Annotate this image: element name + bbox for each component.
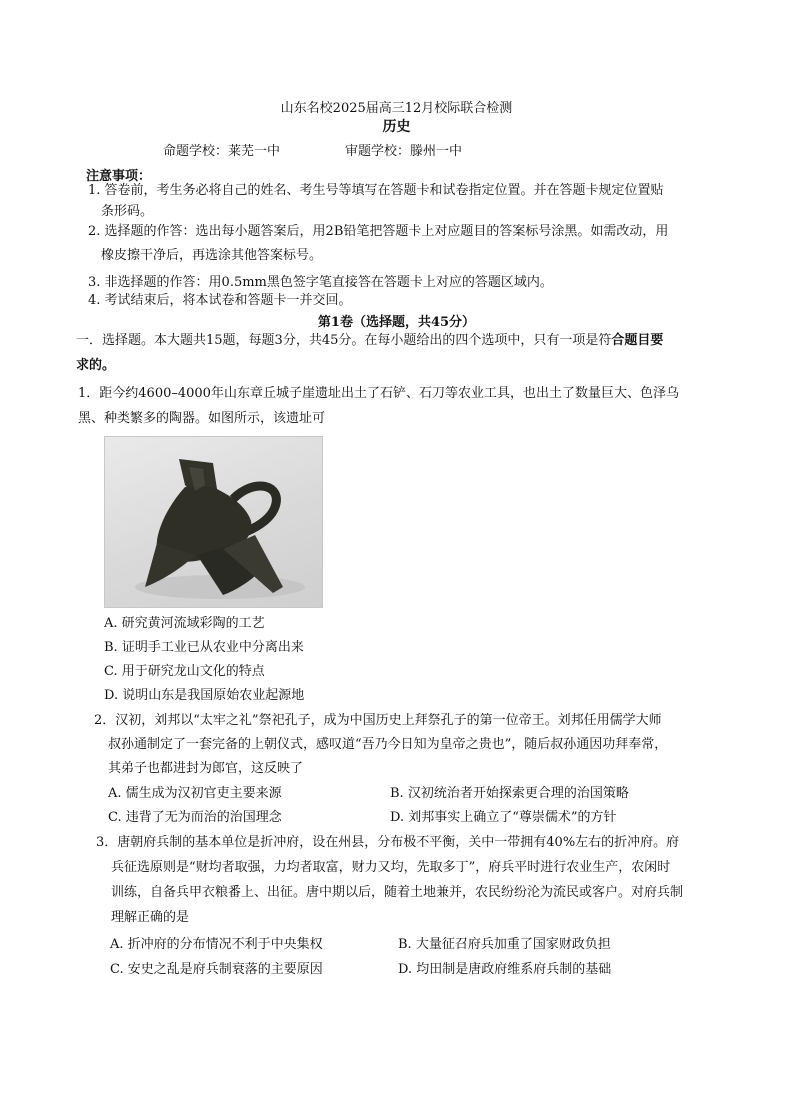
question-text-line: 训练，自备兵甲衣粮番上、出征。唐中期以后，随着土地兼并，农民纷纷沦为流民或客户。对府兵制 xyxy=(111,885,684,900)
question-text: 汉初，刘邦以“太牢之礼”祭祀孔子，成为中国历史上拜祭孔子的第一位帝王。刘邦任用儒学大师 xyxy=(115,713,662,728)
section-instructions xyxy=(76,328,663,354)
part-heading: 第1卷（选择题，共45分） xyxy=(317,315,476,330)
notice-item-number: 4. xyxy=(88,293,101,308)
question-text-line: 兵征选原则是“财均者取强，力均者取富，财力又均，先取多丁”，府兵平时进行农业生产，农闲时 xyxy=(111,860,671,875)
question-2-stem xyxy=(94,708,662,734)
option-c: C. 安史之乱是府兵制衰落的主要原因 xyxy=(110,962,323,977)
instructions-emphasis-continued: 求的。 xyxy=(76,358,116,373)
question-text: 距今约4600–4000年山东章丘城子崖遗址出土了石铲、石刀等农业工具，也出土了数量巨大、色泽乌 xyxy=(99,386,679,401)
question-text: 唐朝府兵制的基本单位是折冲府，设在州县，分布极不平衡，关中一带拥有40%左右的折冲府。府 xyxy=(117,835,680,850)
option-a: A. 研究黄河流域彩陶的工艺 xyxy=(104,616,265,631)
notice-item-number: 2. xyxy=(88,224,101,239)
question-text-line: 叔孙通制定了一套完备的上朝仪式，感叹道“吾乃今日知为皇帝之贵也”，随后叔孙通因功拜奉常， xyxy=(108,737,668,752)
notice-heading: 注意事项： xyxy=(86,169,152,184)
subject-title: 历史 xyxy=(382,119,411,135)
question-text-line: 其弟子也都进封为郎官，这反映了 xyxy=(108,761,304,776)
notice-item-number: 3. xyxy=(88,275,101,290)
option-a: A. 折冲府的分布情况不利于中央集权 xyxy=(110,937,323,952)
exam-title: 山东名校2025届高三12月校际联合检测 xyxy=(280,101,513,116)
option-d: D. 刘邦事实上确立了“尊崇儒术”的方针 xyxy=(390,810,617,825)
option-d: D. 均田制是唐政府维系府兵制的基础 xyxy=(398,962,612,977)
instructions-emphasis: 合题目要 xyxy=(611,333,664,348)
question-text-line: 理解正确的是 xyxy=(111,910,190,925)
pottery-photo xyxy=(104,436,323,608)
notice-item-continuation: 橡皮擦干净后，再选涂其他答案标号。 xyxy=(101,248,323,263)
option-b: B. 证明手工业已从农业中分离出来 xyxy=(104,640,304,655)
notice-item-continuation: 条形码。 xyxy=(101,204,154,219)
option-b: B. 大量征召府兵加重了国家财政负担 xyxy=(398,937,611,952)
question-text-line: 黑、种类繁多的陶器。如图所示，该遗址可 xyxy=(78,411,326,426)
black-pottery-vessel-icon xyxy=(105,437,322,607)
notice-item xyxy=(88,180,664,202)
question-number: 2． xyxy=(94,713,116,728)
option-a: A. 儒生成为汉初官吏主要来源 xyxy=(108,786,282,801)
notice-item xyxy=(88,221,668,243)
notice-item-text: 考试结束后，将本试卷和答题卡一并交回。 xyxy=(104,293,352,308)
option-b: B. 汉初统治者开始探索更合理的治国策略 xyxy=(390,786,629,801)
option-c: C. 违背了无为而治的治国理念 xyxy=(108,810,282,825)
option-c: C. 用于研究龙山文化的特点 xyxy=(104,664,265,679)
question-1-stem xyxy=(78,381,679,407)
notice-item-text: 答卷前，考生务必将自己的姓名、考生号等填写在答题卡和试卷指定位置。并在答题卡规定位置贴 xyxy=(104,183,664,198)
instructions-text: 一．选择题。本大题共15题，每题3分，共45分。在每小题给出的四个选项中，只有一项是符 xyxy=(76,333,612,348)
reviewer-school: 审题学校：滕州一中 xyxy=(345,144,463,159)
question-number: 1． xyxy=(78,386,100,401)
option-d: D. 说明山东是我国原始农业起源地 xyxy=(104,688,305,703)
notice-item xyxy=(88,290,352,312)
question-number: 3． xyxy=(96,835,118,850)
notice-item-text: 选择题的作答：选出每小题答案后，用2B铅笔把答题卡上对应题目的答案标号涂黑。如需改动，用 xyxy=(104,224,669,239)
notice-item-number: 1. xyxy=(88,183,101,198)
setter-school: 命题学校：莱芜一中 xyxy=(163,144,281,159)
notice-item-text: 非选择题的作答：用0.5mm黑色签字笔直接答在答题卡上对应的答题区域内。 xyxy=(104,275,553,290)
question-3-stem xyxy=(96,830,679,856)
